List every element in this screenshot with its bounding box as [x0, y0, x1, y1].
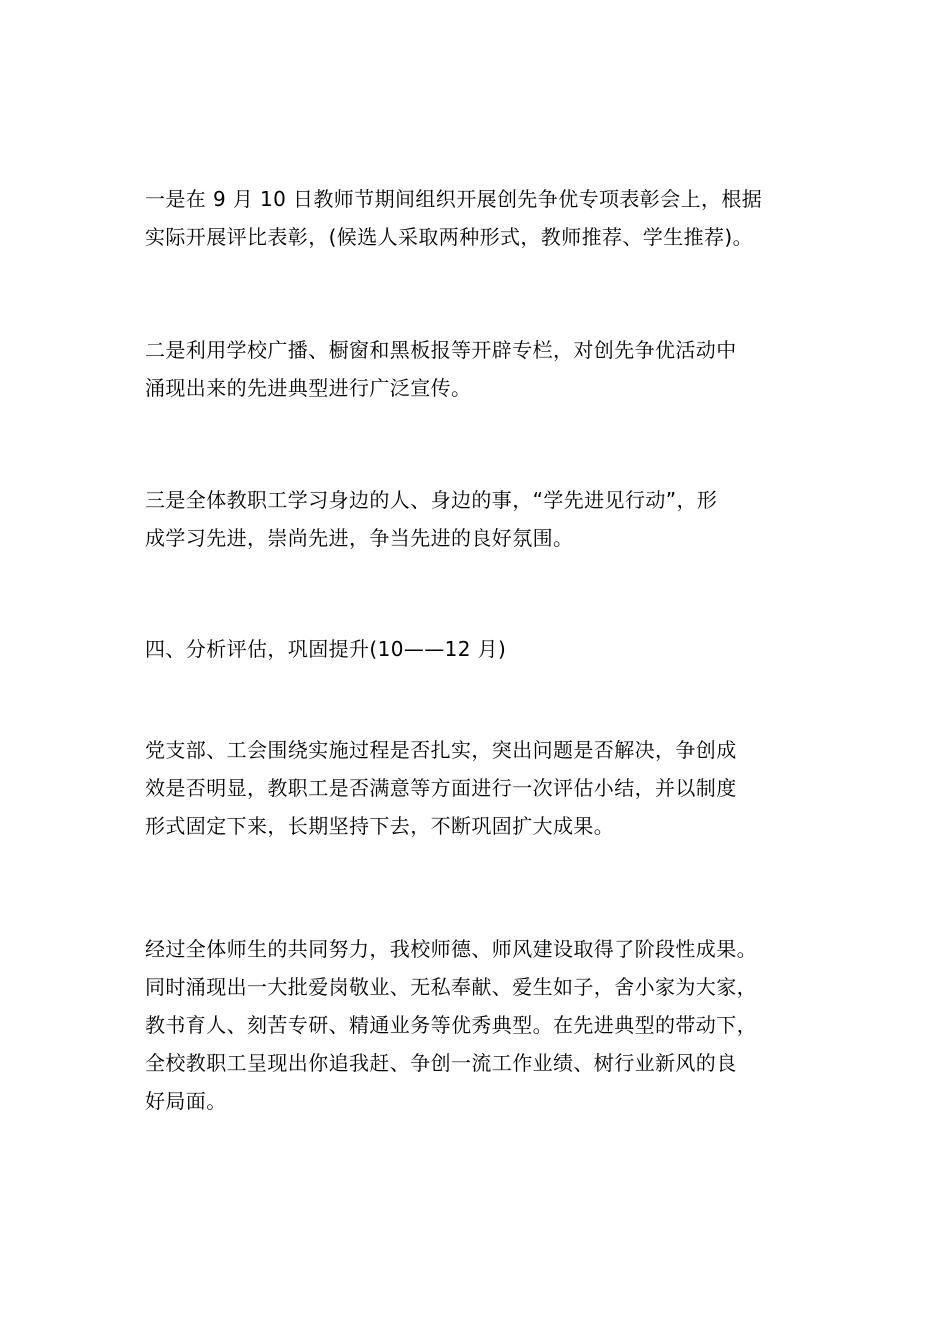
- section-heading-evaluation: [145, 630, 845, 668]
- text-line: 形式固定下来，长期坚持下去，不断巩固扩大成果。: [145, 814, 615, 838]
- paragraph-conclusion: [145, 930, 845, 1120]
- text-line: 好局面。: [145, 1089, 227, 1113]
- paragraph-learning: [145, 481, 845, 557]
- text-line: 经过全体师生的共同努力，我校师德、师风建设取得了阶段性成果。: [145, 937, 757, 961]
- text-line: 全校教职工呈现出你追我赶、争创一流工作业绩、树行业新风的良: [145, 1051, 737, 1075]
- paragraph-award-ceremony: [145, 180, 845, 256]
- text-line: 实际开展评比表彰，(候选人采取两种形式，教师推荐、学生推荐)。: [145, 225, 754, 249]
- text-line: 二是利用学校广播、橱窗和黑板报等开辟专栏，对创先争优活动中: [145, 338, 737, 362]
- text-line: 同时涌现出一大批爱岗敬业、无私奉献、爱生如子，舍小家为大家，: [145, 975, 757, 999]
- text-line: 涌现出来的先进典型进行广泛宣传。: [145, 376, 472, 400]
- text-line: 效是否明显，教职工是否满意等方面进行一次评估小结，并以制度: [145, 776, 737, 800]
- paragraph-publicity: [145, 331, 845, 407]
- text-line: 四、分析评估，巩固提升(10——12 月): [145, 637, 507, 661]
- text-line: 成学习先进，崇尚先进，争当先进的良好氛围。: [145, 526, 574, 550]
- text-line: 一是在 9 月 10 日教师节期间组织开展创先争优专项表彰会上，根据: [145, 187, 763, 211]
- paragraph-evaluation: [145, 731, 845, 845]
- text-line: 党支部、工会围绕实施过程是否扎实，突出问题是否解决，争创成: [145, 738, 737, 762]
- text-line: 教书育人、刻苦专研、精通业务等优秀典型。在先进典型的带动下，: [145, 1013, 757, 1037]
- text-line: 三是全体教职工学习身边的人、身边的事，“学先进见行动”，形: [145, 488, 718, 512]
